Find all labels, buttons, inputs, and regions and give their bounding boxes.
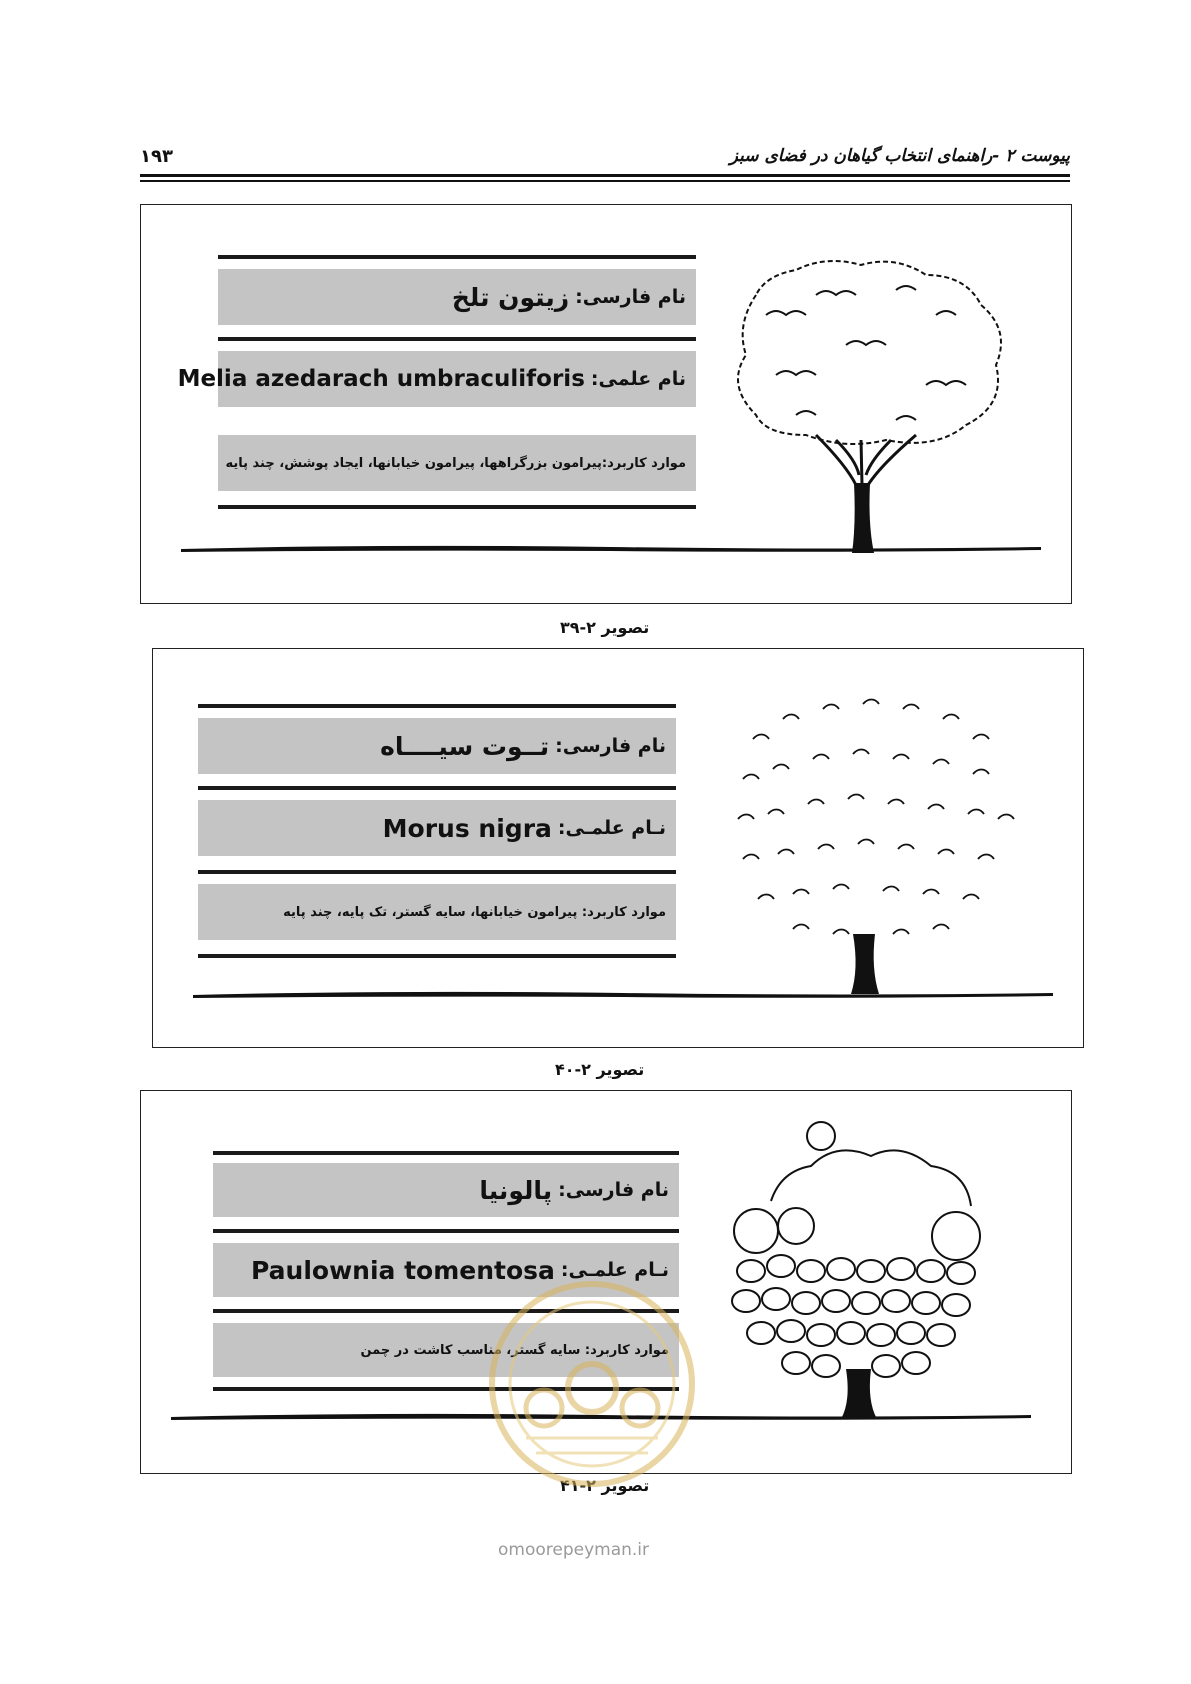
persian-name-label: نام فارسی: xyxy=(555,735,666,757)
page-header xyxy=(140,140,1070,182)
usage-text: موارد کاربرد:پیرامون بزرگراهها، پیرامون خیابانها، ایجاد پوشش، چند پایه xyxy=(225,455,686,471)
divider xyxy=(198,954,676,958)
umbrella-tree-icon xyxy=(696,235,1036,565)
divider xyxy=(213,1151,679,1155)
figure-caption: تصویر ۲-۳۹ xyxy=(560,618,650,637)
watermark-url: omoorepeyman.ir xyxy=(498,1540,650,1560)
ground-line xyxy=(181,541,1041,555)
figure-caption: تصویر ۲-۴۰ xyxy=(555,1060,645,1079)
figure-morus xyxy=(152,648,1084,1048)
scientific-name-label: نـام علمـی: xyxy=(560,1259,669,1281)
page-number: ۱۹۳ xyxy=(140,146,173,167)
divider xyxy=(198,870,676,874)
divider xyxy=(218,337,696,341)
persian-name-label: نام فارسی: xyxy=(558,1179,669,1201)
divider xyxy=(218,255,696,259)
persian-name-value: زیتون تلخ xyxy=(451,282,570,312)
persian-name-value: پالونیا xyxy=(479,1175,553,1205)
persian-name-box xyxy=(218,269,696,325)
persian-name-box xyxy=(213,1163,679,1217)
header-rule xyxy=(140,174,1070,177)
figure-caption: تصویر ۲-۴۱ xyxy=(560,1476,650,1495)
figure-melia xyxy=(140,204,1072,604)
persian-name-label: نام فارسی: xyxy=(575,286,686,308)
bushy-tree-icon xyxy=(701,1111,1031,1431)
usage-text: موارد کاربرد: سایه گستر، مناسب کاشت در چمن xyxy=(360,1342,669,1358)
usage-text: موارد کاربرد: پیرامون خیابانها، سایه گستر، تک پایه، چند پایه xyxy=(283,904,666,920)
header-title: پیوست ۲ -راهنمای انتخاب گیاهان در فضای سبز xyxy=(729,146,1070,166)
seal-logo-icon xyxy=(486,1278,698,1490)
usage-box xyxy=(218,435,696,491)
scientific-name-box xyxy=(177,351,696,407)
divider xyxy=(198,704,676,708)
usage-box xyxy=(198,884,676,940)
scientific-name-value: Paulownia tomentosa xyxy=(251,1255,555,1285)
scientific-name-box xyxy=(198,800,676,856)
divider xyxy=(218,505,696,509)
info-panel xyxy=(198,704,676,962)
divider xyxy=(198,786,676,790)
scientific-name-value: Morus nigra xyxy=(382,813,552,843)
divider xyxy=(213,1229,679,1233)
persian-name-box xyxy=(198,718,676,774)
scientific-name-label: نام علمی: xyxy=(590,368,686,390)
header-rule-thin xyxy=(140,180,1070,182)
ground-line xyxy=(193,987,1053,1001)
round-tree-icon xyxy=(713,679,1033,999)
scientific-name-label: نـام علمـی: xyxy=(557,817,666,839)
info-panel xyxy=(177,255,696,513)
persian-name-value: تــوت سیــــاه xyxy=(380,731,550,761)
scientific-name-value: Melia azedarach umbraculiforis xyxy=(177,366,585,392)
